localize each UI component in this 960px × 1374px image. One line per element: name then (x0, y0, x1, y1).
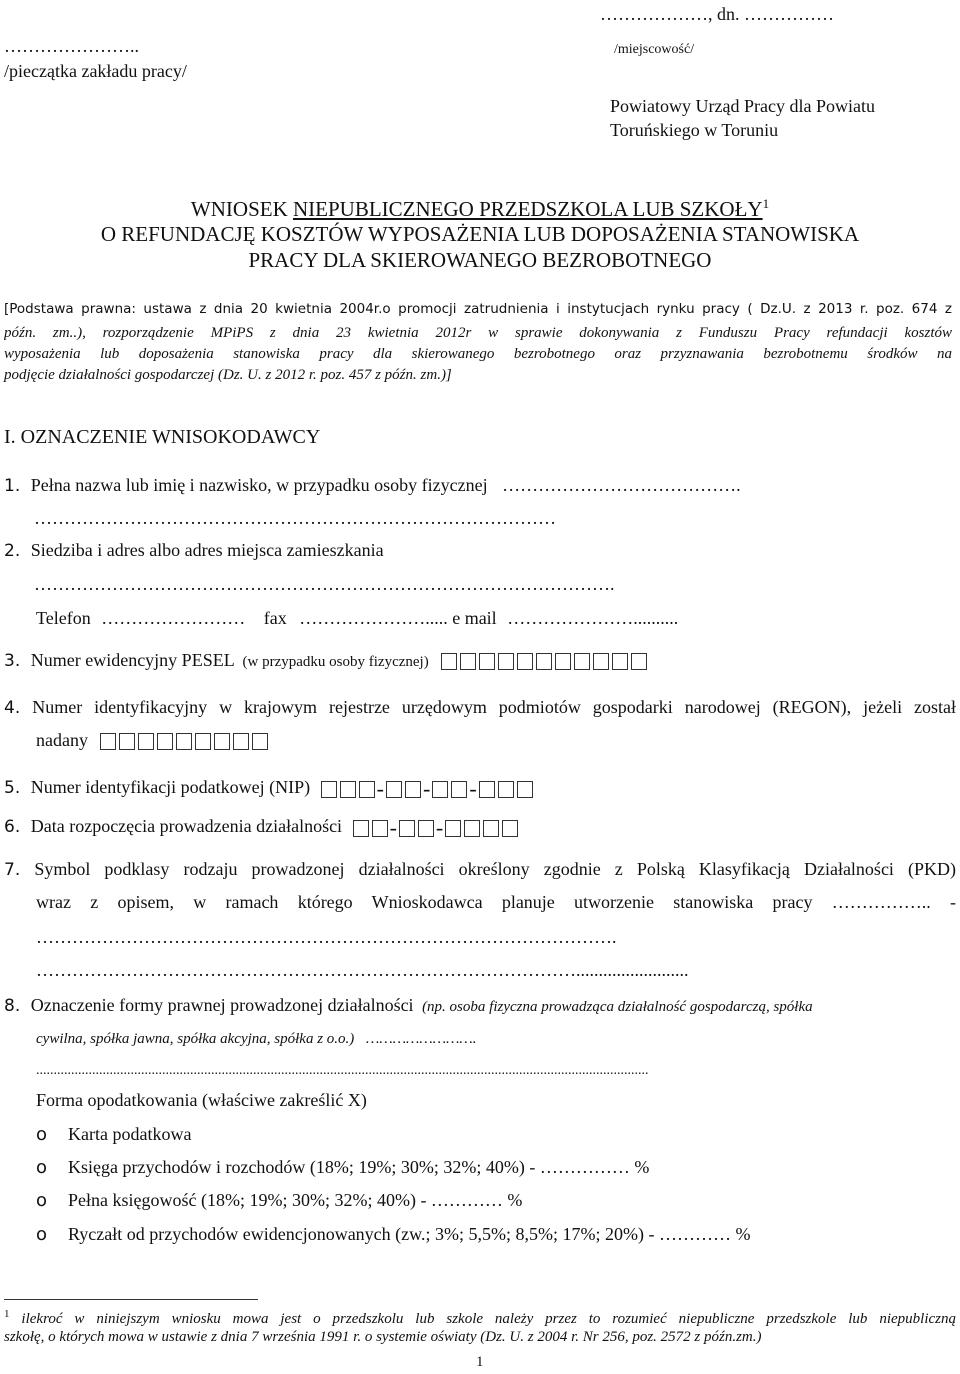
item8-label: Oznaczenie formy prawnej prowadzonej działalności (30, 995, 414, 1015)
digit-box[interactable] (593, 653, 609, 670)
document-title-line1 (0, 196, 960, 222)
digit-box[interactable] (612, 653, 628, 670)
digit-box[interactable] (195, 733, 211, 750)
digit-box[interactable] (479, 781, 495, 798)
document-title-line3: PRACY DLA SKIEROWANEGO BEZROBOTNEGO (248, 248, 712, 272)
item4-label: Numer identyfikacyjny w krajowym rejestrze urzędowym podmiotów gospodarki narodowej (REGON), jeżeli został (32, 697, 956, 717)
footnote-text: ilekroć w niniejszym wniosku mowa jest o przedszkolu lub szkole należy przez to rozumieć niepubliczne przedszkole lub niepubliczną (21, 1311, 956, 1327)
fax-label: fax (263, 608, 287, 628)
dash-separator: - (435, 815, 444, 840)
item7-number: 7. (4, 860, 21, 880)
footnote-line1 (4, 1308, 956, 1328)
regon-boxes[interactable] (100, 733, 268, 750)
date-boxes[interactable] (399, 820, 434, 837)
tax-option-label: Karta podatkowa (68, 1124, 192, 1144)
nip-boxes[interactable] (386, 781, 421, 798)
item4-number: 4. (4, 698, 21, 718)
item8-input[interactable]: ……………………. (366, 1031, 477, 1047)
digit-box[interactable] (445, 820, 461, 837)
legal-basis-line3: wyposażenia lub doposażenia stanowiska pracy dla skierowanego bezrobotnego oraz przyznawania bezrobotnemu środków na (4, 346, 952, 362)
checkbox-circle-icon[interactable]: o (36, 1190, 48, 1211)
digit-box[interactable] (353, 820, 369, 837)
item2-row (4, 540, 384, 561)
digit-box[interactable] (252, 733, 268, 750)
item3-row (4, 650, 647, 671)
item8-row (4, 995, 813, 1016)
place-date-field[interactable]: ………………, dn. …………… (600, 4, 834, 24)
digit-box[interactable] (372, 820, 388, 837)
dash-separator: - (376, 776, 384, 801)
legal-basis-line2: późn. zm..), rozporządzenie MPiPS z dnia 23 kwietnia 2012r w sprawie dokonywania z Funduszu Pracy refundacji kosztów (4, 325, 952, 341)
digit-box[interactable] (405, 781, 421, 798)
digit-box[interactable] (432, 781, 448, 798)
title-underlined: NIEPUBLICZNEGO PRZEDSZKOLA LUB SZKOŁY (293, 197, 763, 221)
checkbox-circle-icon[interactable]: o (36, 1224, 48, 1245)
office-name-line1: Powiatowy Urząd Pracy dla Powiatu (610, 96, 875, 116)
item2-number: 2. (4, 541, 21, 561)
item2-label: Siedziba i adres albo adres miejsca zamieszkania (30, 540, 384, 560)
item8-note: (np. osoba fizyczna prowadząca działalność gospodarczą, spółka (422, 999, 813, 1015)
item2-input[interactable]: ……………………………………………………………………………………. (34, 574, 615, 594)
item6-number: 6. (4, 817, 21, 838)
digit-box[interactable] (483, 820, 499, 837)
item5-number: 5. (4, 778, 21, 799)
digit-box[interactable] (502, 820, 518, 837)
item7-label: Symbol podklasy rodzaju prowadzonej działalności określony zgodnie z Polską Klasyfikacją Działalności (PKD) (34, 859, 956, 879)
digit-box[interactable] (460, 653, 476, 670)
dash-separator: - (469, 776, 477, 801)
item8-note-line2: cywilna, spółka jawna, spółka akcyjna, spółka z o.o.) (36, 1031, 355, 1047)
tax-option-label: Ryczałt od przychodów ewidencjonowanych (zw.; 3%; 5,5%; 8,5%; 17%; 20%) - ………… % (68, 1224, 751, 1244)
nip-boxes[interactable] (479, 781, 533, 798)
tax-option-karta[interactable] (36, 1124, 192, 1145)
digit-box[interactable] (418, 820, 434, 837)
page-number: 1 (476, 1354, 484, 1370)
document-title-line2: O REFUNDACJĘ KOSZTÓW WYPOSAŻENIA LUB DOPOSAŻENIA STANOWISKA (100, 222, 860, 246)
legal-basis-line4: podjęcie działalności gospodarczej (Dz. U. z 2012 r. poz. 457 z późn. zm.)] (4, 367, 452, 383)
item6-label: Data rozpoczęcia prowadzenia działalności (30, 816, 343, 837)
title-prefix: WNIOSEK (190, 197, 293, 221)
legal-basis-line1: [Podstawa prawna: ustawa z dnia 20 kwietnia 2004r.o promocji zatrudnienia i instytucjach rynku pracy ( Dz.U. z 2013 r. poz. 674 z (4, 301, 952, 317)
digit-box[interactable] (340, 781, 356, 798)
item3-note: (w przypadku osoby fizycznej) (242, 654, 429, 670)
digit-box[interactable] (441, 653, 457, 670)
item3-label: Numer ewidencyjny PESEL (30, 650, 235, 670)
item4-label-line2: nadany (36, 730, 88, 750)
date-boxes[interactable] (353, 820, 388, 837)
checkbox-circle-icon[interactable]: o (36, 1124, 48, 1145)
digit-box[interactable] (631, 653, 647, 670)
item1-row (4, 475, 741, 496)
item8-row2 (36, 1031, 477, 1048)
item1-number: 1. (4, 476, 21, 496)
digit-box[interactable] (517, 653, 533, 670)
nip-boxes[interactable] (321, 781, 375, 798)
item5-label: Numer identyfikacji podatkowej (NIP) (30, 777, 311, 798)
place-label: /miejscowość/ (614, 42, 695, 57)
email-input[interactable]: ………………….......... (507, 608, 679, 628)
stamp-dots: ………………….. (4, 36, 139, 56)
item8-number: 8. (4, 996, 21, 1016)
office-name-line2: Toruńskiego w Toruniu (610, 120, 779, 140)
item1-label: Pełna nazwa lub imię i nazwisko, w przypadku osoby fizycznej (30, 475, 488, 495)
tax-option-label: Pełna księgowość (18%; 19%; 30%; 32%; 40%) - ………… % (68, 1190, 523, 1210)
item8-input-line2[interactable]: ............................................................................................................................................................................... (36, 1063, 649, 1078)
item1-input[interactable]: …………………………………. (502, 475, 741, 495)
digit-box[interactable] (138, 733, 154, 750)
dash-separator: - (422, 776, 431, 801)
digit-box[interactable] (119, 733, 135, 750)
digit-box[interactable] (157, 733, 173, 750)
item7-row (4, 859, 956, 880)
digit-box[interactable] (498, 653, 514, 670)
tax-form-heading: Forma opodatkowania (właściwe zakreślić X) (36, 1090, 367, 1110)
digit-box[interactable] (386, 781, 402, 798)
digit-box[interactable] (517, 781, 533, 798)
digit-box[interactable] (451, 781, 467, 798)
item7-input-line2[interactable]: ……………………………………………………………………………………. (36, 927, 617, 947)
digit-box[interactable] (479, 653, 495, 670)
phone-input[interactable]: …………………… (101, 608, 246, 628)
digit-box[interactable] (498, 781, 514, 798)
digit-box[interactable] (399, 820, 415, 837)
digit-box[interactable] (464, 820, 480, 837)
footnote-line2: szkołę, o których mowa w ustawie z dnia 7 września 1991 r. o systemie oświaty (Dz. U. z 2004 r. Nr 256, poz. 2572 z późn.zm.) (4, 1329, 762, 1345)
footnote-divider (4, 1299, 258, 1300)
item4-row2 (36, 730, 268, 751)
section-heading: I. OZNACZENIE WNISOKODAWCY (4, 426, 321, 448)
digit-box[interactable] (359, 781, 375, 798)
tax-option-label: Księga przychodów i rozchodów (18%; 19%; 30%; 32%; 40%) - …………… % (68, 1157, 650, 1177)
fax-input[interactable]: …………………..... (299, 608, 453, 628)
item7-input-line3[interactable]: ………………………………………………………………………………......................... (36, 960, 689, 980)
item7-line2[interactable]: wraz z opisem, w ramach którego Wnioskodawca planuje utworzenie stanowiska pracy …………….. - (36, 892, 956, 912)
email-label: e mail (452, 608, 497, 628)
nip-boxes[interactable] (432, 781, 467, 798)
item4-row (4, 697, 956, 718)
contact-row (36, 608, 678, 629)
item3-number: 3. (4, 651, 21, 671)
item1-input-line2[interactable]: …………………………………………………………………………… (34, 508, 556, 528)
digit-box[interactable] (321, 781, 337, 798)
phone-label: Telefon (36, 608, 91, 628)
digit-box[interactable] (176, 733, 192, 750)
date-boxes[interactable] (445, 820, 518, 837)
digit-box[interactable] (574, 653, 590, 670)
item6-row (4, 815, 518, 841)
digit-box[interactable] (233, 733, 249, 750)
digit-box[interactable] (536, 653, 552, 670)
digit-box[interactable] (100, 733, 116, 750)
tax-option-pelna[interactable] (36, 1190, 523, 1211)
pesel-boxes[interactable] (441, 653, 647, 670)
dash-separator: - (389, 815, 397, 840)
footnote-mark: 1 (4, 1308, 10, 1320)
digit-box[interactable] (555, 653, 571, 670)
digit-box[interactable] (214, 733, 230, 750)
item5-row (4, 776, 533, 802)
stamp-label: /pieczątka zakładu pracy/ (4, 61, 187, 81)
tax-option-ksiega[interactable] (36, 1157, 650, 1178)
checkbox-circle-icon[interactable]: o (36, 1157, 48, 1178)
tax-option-ryczalt[interactable] (36, 1224, 751, 1245)
title-footnote-mark: 1 (762, 196, 770, 211)
